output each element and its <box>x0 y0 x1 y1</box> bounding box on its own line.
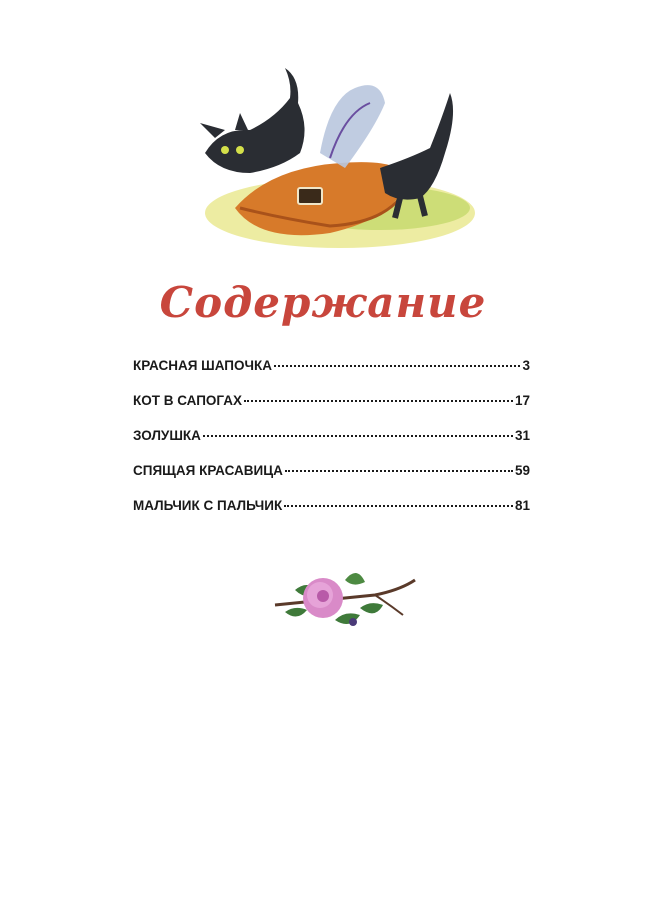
toc-leader-dots <box>274 365 520 367</box>
toc-leader-dots <box>203 435 513 437</box>
toc-entry-title: СПЯЩАЯ КРАСАВИЦА <box>133 463 283 478</box>
toc-entry-title: КРАСНАЯ ШАПОЧКА <box>133 358 272 373</box>
toc-entry-page: 17 <box>514 393 530 408</box>
toc-entry-title: КОТ В САПОГАХ <box>133 393 242 408</box>
cat-with-hat-illustration <box>180 58 480 253</box>
toc-entry[interactable] <box>133 498 530 516</box>
table-of-contents <box>133 358 530 533</box>
toc-entry-page: 3 <box>522 358 530 373</box>
toc-leader-dots <box>244 400 513 402</box>
toc-leader-dots <box>285 470 513 472</box>
rose-branch-illustration <box>265 560 420 648</box>
toc-entry[interactable] <box>133 393 530 411</box>
toc-entry-page: 59 <box>514 463 530 478</box>
toc-entry-page: 31 <box>514 428 530 443</box>
toc-entry-page: 81 <box>514 498 530 513</box>
toc-entry[interactable] <box>133 463 530 481</box>
toc-entry-title: ЗОЛУШКА <box>133 428 201 443</box>
toc-entry-title: МАЛЬЧИК С ПАЛЬЧИК <box>133 498 283 513</box>
toc-entry[interactable] <box>133 428 530 446</box>
toc-entry[interactable] <box>133 358 530 376</box>
page-title: Содержание <box>159 278 487 327</box>
toc-leader-dots <box>284 505 513 507</box>
